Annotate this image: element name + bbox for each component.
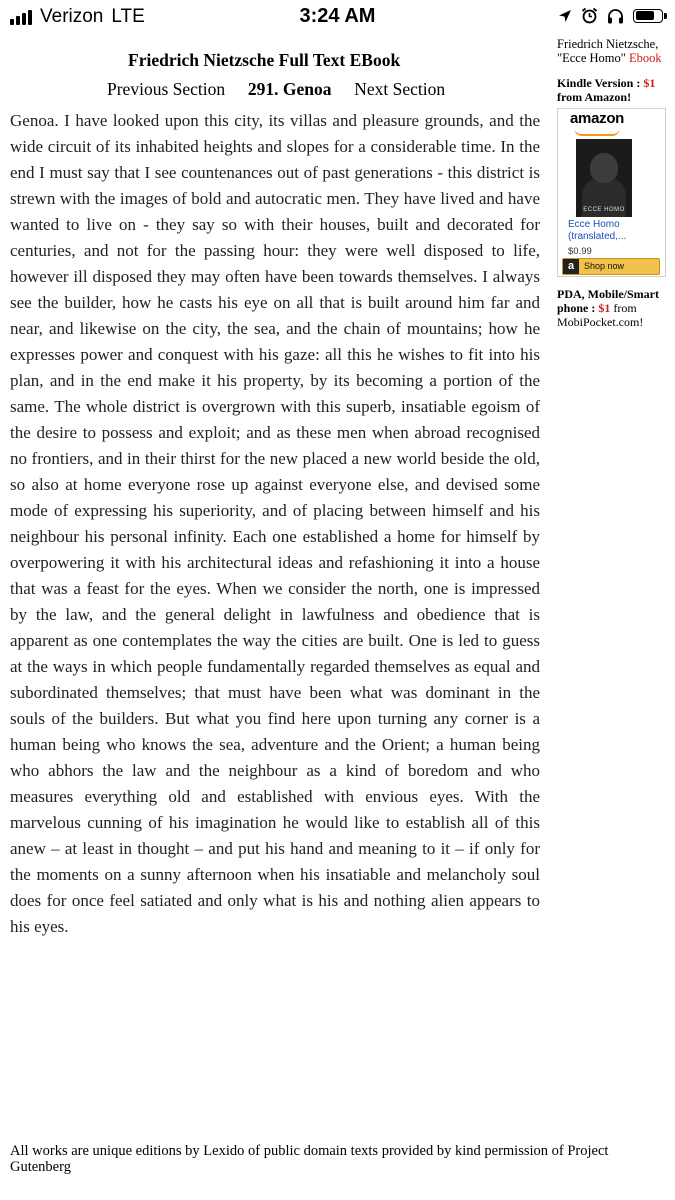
kindle-price[interactable]: $1 (643, 76, 656, 90)
sidebar (557, 37, 672, 104)
section-nav (107, 79, 445, 100)
footer-credits: All works are unique editions by Lexido of public domain texts provided by kind permission of Project Gutenberg (10, 1143, 609, 1175)
page-title: Friedrich Nietzsche Full Text EBook (128, 50, 401, 70)
status-time: 3:24 AM (299, 5, 376, 27)
next-section-link[interactable]: Next Section (354, 79, 446, 99)
alarm-icon (581, 7, 598, 24)
amazon-a-icon: a (563, 259, 579, 274)
amazon-logo: amazon (570, 110, 625, 127)
amazon-smile-icon (574, 128, 620, 136)
status-bar (0, 0, 675, 36)
amazon-ad[interactable] (557, 108, 666, 277)
status-icons (558, 7, 663, 24)
network-label: LTE (111, 6, 145, 27)
sidebar-author: Friedrich Nietzsche, (557, 37, 659, 51)
kindle-promo (557, 76, 672, 104)
kindle-suffix: from Amazon! (557, 90, 632, 104)
pda-label: PDA, Mobile/Smart phone : (557, 287, 659, 315)
headphones-icon (607, 8, 624, 24)
carrier-label: Verizon (40, 6, 104, 27)
location-icon (558, 9, 572, 23)
battery-icon (633, 9, 663, 23)
kindle-label: Kindle Version : (557, 76, 644, 90)
pda-price[interactable]: $1 (598, 301, 611, 315)
article-text: Genoa. I have looked upon this city, its villas and pleasure grounds, and the wide circuit of its inhabited heights and slopes for a considerable time. In the end I must say that I see countenances out of past generations - this district is strewn with the images of bold and autocratic men. They have lived and have wanted to live on - they say so with their houses, built and decorated for centuries, and not for the passing hour: they were well disposed to life, however ill disposed they may often have been towards themselves. I always see the builder, how he casts his eye on all that is built around him far and near, and likewise on the city, the sea, and the chain of mountains; how he expresses power and conquest with his gaze: all this he wishes to fit into his plan, and in the end make it his property, by its becoming a portion of the same. The whole district is overgrown with this superb, insatiable egoism of the desire to possess and exploit; and as these men when abroad recognised no frontiers, and in their thirst for the new placed a new world beside the old, so also at home everyone rose up against everyone else, and devised some mode of expressing his superiority, and of placing between himself and his neighbour his personal infinity. Each one established a home for himself by overpowering it with his architectural ideas and refashioning it into a house that was a feast for the eyes. When we consider the north, one is impressed by the law, and the general delight in lawfulness and obedience that is apparent as one contemplates the way the cities are built. One is led to guess at the ways in which people fundamentally regarded themselves as equal and subordinated themselves; that must have been what was dominant in the souls of the builders. But what you find here upon turning any corner is a human being who knows the sea, adventure and the Orient; a human being who abhors the law and the neighbour as a kind of boredom and who measures everything old and established with envious eyes. With the marvelous cunning of his imagination he would like to establish all of this anew – at least in thought – and put his hand and meaning to it – if only for the moments on a sunny afternoon when his insatiable and melancholy soul does for once feel satiated and only what is his and nothing alien appears to his eyes. (10, 111, 540, 936)
pda-promo (557, 287, 672, 329)
sidebar-book: "Ecce Homo" (557, 51, 626, 65)
pda-suffix: from MobiPocket.com! (557, 301, 644, 329)
shop-now-button[interactable] (562, 258, 660, 275)
current-section-label: 291. Genoa (247, 79, 332, 99)
shop-now-label: Shop now (584, 261, 625, 271)
previous-section-link[interactable]: Previous Section (107, 79, 226, 99)
cover-title: ECCE HOMO (583, 207, 625, 213)
ad-price: $0.99 (568, 246, 592, 257)
sidebar-book-info (557, 37, 672, 65)
book-cover-image[interactable] (576, 139, 632, 217)
ebook-link[interactable]: Ebook (629, 51, 662, 65)
ad-product-title[interactable]: Ecce Homo (translated,... (568, 219, 627, 242)
